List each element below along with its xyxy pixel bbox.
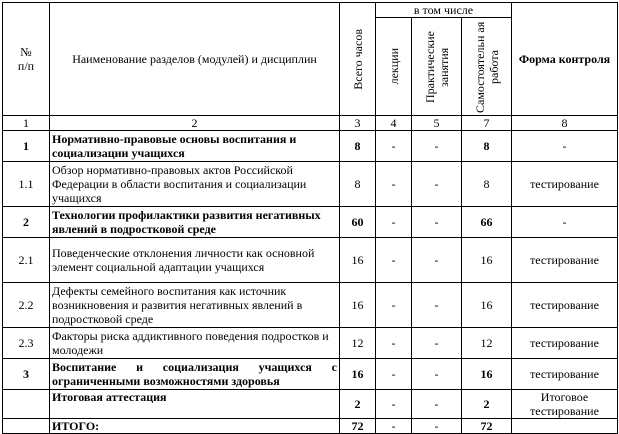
row-lectures: - (376, 328, 412, 359)
row-practice: - (412, 419, 462, 434)
row-practice: - (412, 238, 462, 283)
row-lectures: - (376, 131, 412, 162)
header-including: в том числе (376, 3, 512, 18)
row-control: - (512, 131, 618, 162)
header-name-label: Наименование разделов (модулей) и дисциплин (72, 52, 317, 66)
row-practice: - (412, 207, 462, 238)
row-total: 16 (340, 359, 376, 390)
row-num: 2 (3, 207, 50, 238)
header-control (512, 3, 618, 116)
row-control: - (512, 207, 618, 238)
row-selfwork: 16 (462, 359, 512, 390)
row-control: тестирование (512, 238, 618, 283)
row-name: Нормативно-правовые основы воспитания и социализации учащихся (50, 131, 340, 162)
row-selfwork: 12 (462, 328, 512, 359)
table-row (3, 207, 618, 238)
header-control-label: Форма контроля (518, 52, 611, 66)
row-num: 2.3 (3, 328, 50, 359)
row-total: 12 (340, 328, 376, 359)
row-practice: - (412, 131, 462, 162)
row-lectures: - (376, 207, 412, 238)
row-num (3, 390, 50, 419)
row-name: ИТОГО: (50, 419, 340, 434)
row-num (3, 419, 50, 434)
table-row (3, 328, 618, 359)
row-num: 2.1 (3, 238, 50, 283)
row-practice: - (412, 328, 462, 359)
row-num: 1.1 (3, 162, 50, 207)
table-row (3, 283, 618, 328)
header-num-label: № п/п (17, 45, 35, 73)
row-selfwork: 16 (462, 238, 512, 283)
row-name: Воспитание и социализация учащихся с ограниченными возможностями здоровья (50, 359, 340, 390)
row-total: 72 (340, 419, 376, 434)
row-practice: - (412, 162, 462, 207)
row-selfwork: 8 (462, 131, 512, 162)
row-lectures: - (376, 162, 412, 207)
col-number: 4 (376, 116, 412, 131)
row-control: тестирование (512, 359, 618, 390)
row-selfwork: 2 (462, 390, 512, 419)
row-lectures: - (376, 238, 412, 283)
table-row (3, 162, 618, 207)
row-total: 16 (340, 283, 376, 328)
col-number: 3 (340, 116, 376, 131)
curriculum-table (2, 2, 618, 434)
row-selfwork: 72 (462, 419, 512, 434)
header-selfwork-label: Самостоятельн ая работа (472, 20, 501, 113)
row-num: 2.2 (3, 283, 50, 328)
row-total: 60 (340, 207, 376, 238)
row-control: Итоговое тестирование (512, 390, 618, 419)
row-selfwork: 8 (462, 162, 512, 207)
row-control: тестирование (512, 283, 618, 328)
row-practice: - (412, 283, 462, 328)
col-number: 2 (50, 116, 340, 131)
row-total: 8 (340, 131, 376, 162)
header-selfwork (462, 18, 512, 116)
row-lectures: - (376, 390, 412, 419)
row-lectures: - (376, 359, 412, 390)
row-practice: - (412, 359, 462, 390)
table-row (3, 131, 618, 162)
row-name: Обзор нормативно-правовых актов Российской Федерации в области воспитания и социализации учащихся (50, 162, 340, 207)
row-name: Поведенческие отклонения личности как основной элемент социальной адаптации учащихся (50, 238, 340, 283)
row-lectures: - (376, 419, 412, 434)
row-lectures: - (376, 283, 412, 328)
row-total: 16 (340, 238, 376, 283)
header-total-label: Всего часов (350, 28, 365, 90)
col-number: 7 (462, 116, 512, 131)
col-number: 5 (412, 116, 462, 131)
row-name: Дефекты семейного воспитания как источник возникновения и развития негативных явлений в подростковой среде (50, 283, 340, 328)
row-num: 3 (3, 359, 50, 390)
row-name: Итоговая аттестация (50, 390, 340, 419)
table-row (3, 390, 618, 419)
col-number: 8 (512, 116, 618, 131)
row-name: Факторы риска аддиктивного поведения подростков и молодежи (50, 328, 340, 359)
header-name (50, 3, 340, 116)
header-lectures (376, 18, 412, 116)
row-total: 8 (340, 162, 376, 207)
row-num: 1 (3, 131, 50, 162)
header-practice-label: Практические занятия (422, 30, 451, 103)
header-practice (412, 18, 462, 116)
table-row (3, 359, 618, 390)
table-row (3, 238, 618, 283)
header-lectures-label: лекции (386, 48, 401, 85)
row-control (512, 419, 618, 434)
column-number-row (3, 116, 618, 131)
row-control: тестирование (512, 328, 618, 359)
row-practice: - (412, 390, 462, 419)
header-total (340, 3, 376, 116)
row-selfwork: 16 (462, 283, 512, 328)
row-total: 2 (340, 390, 376, 419)
table-row-total (3, 419, 618, 434)
row-selfwork: 66 (462, 207, 512, 238)
row-name: Технологии профилактики развития негативных явлений в подростковой среде (50, 207, 340, 238)
row-control: тестирование (512, 162, 618, 207)
col-number: 1 (3, 116, 50, 131)
header-num (3, 3, 50, 116)
